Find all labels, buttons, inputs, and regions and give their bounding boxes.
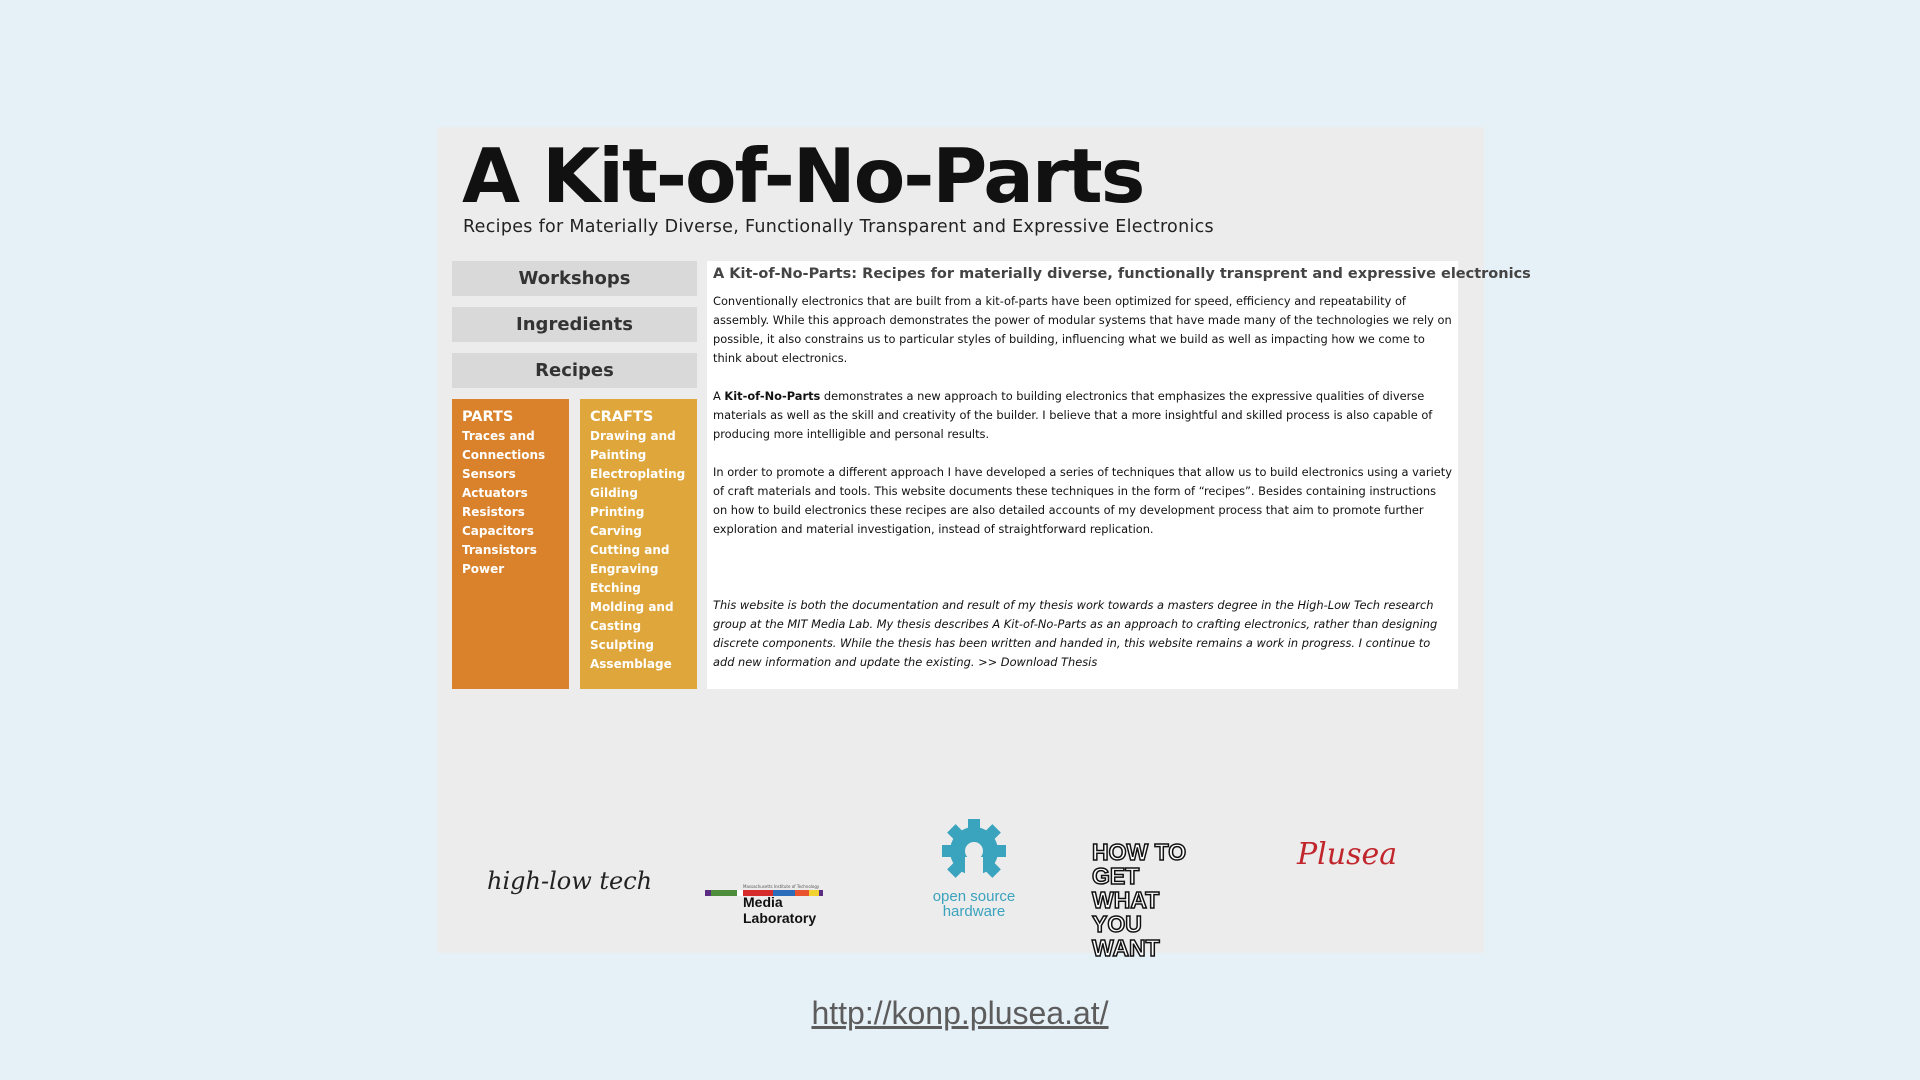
crafts-heading[interactable]: CRAFTS [590,409,654,425]
crafts-item-cutting[interactable]: Cutting and Engraving [590,543,670,576]
approach-prefix: A [713,389,725,403]
plusea-logo[interactable]: Plusea [1297,837,1398,872]
media-lab-text: Media Laboratory [743,894,817,926]
gear-icon [936,817,1012,885]
high-low-tech-logo[interactable]: high-low tech [487,867,653,895]
crafts-item-gilding[interactable]: Gilding [590,486,638,500]
recipes-paragraph: In order to promote a different approach I have developed a series of techniques that allow us to build electronics using a variety of craft materials and tools. This website documents these techniques in the form of “recipes”. Besides containing instructions on how to build electronics these recipes are also detailed accounts of my development process that aim to promote further exploration and material investigation, instead of straightforward replication. [713,465,1452,536]
content-panel [707,261,1531,689]
crafts-column [580,399,697,689]
crafts-item-sculpting[interactable]: Sculpting [590,638,654,652]
crafts-item-printing[interactable]: Printing [590,505,645,519]
thesis-note [713,596,1452,672]
content-heading: A Kit-of-No-Parts: Recipes for materially diverse, functionally transprent and expressive electronics [713,266,1531,282]
osh-line2: hardware [942,903,1006,920]
crafts-item-molding[interactable]: Molding and Casting [590,600,674,633]
crafts-item-assemblage[interactable]: Assemblage [590,657,672,671]
approach-paragraph [713,387,1452,444]
media-lab-logo[interactable] [705,884,855,926]
download-thesis-link[interactable]: >> Download Thesis [978,655,1098,669]
crafts-item-carving[interactable]: Carving [590,524,642,538]
parts-list [462,427,559,579]
crafts-item-electroplating[interactable]: Electroplating [590,467,686,481]
parts-item-resistors[interactable]: Resistors [462,505,525,519]
thesis-note-text: This website is both the documentation and result of my thesis work towards a masters degree in the High-Low Tech research group at the MIT Media Lab. My thesis describes A Kit-of-No-Parts as an approach to crafting electronics, rather than designing discrete components. While the thesis has been written and handed in, this website remains a work in progress. I continue to add new information and update the existing. [713,598,1438,669]
parts-heading[interactable]: PARTS [462,409,514,425]
parts-item-capacitors[interactable]: Capacitors [462,524,534,538]
site-subtitle: Recipes for Materially Diverse, Functionally Transparent and Expressive Electronics [463,217,1214,237]
parts-item-power[interactable]: Power [462,562,505,576]
htgwyw-line3: YOU WANT [1092,911,1160,961]
nav-ingredients-button[interactable]: Ingredients [452,307,697,342]
parts-item-traces[interactable]: Traces and Connections [462,429,546,462]
how-to-get-what-you-want-logo[interactable] [1092,840,1208,960]
approach-rest: demonstrates a new approach to building electronics that emphasizes the expressive qualities of diverse materials as well as the skill and creativity of the builder. I believe that a more insightful and skilled process is also capable of producing more intelligible and personal results. [713,389,1433,441]
htgwyw-line1: HOW TO [1092,839,1187,865]
site-url-link[interactable]: http://konp.plusea.at/ [811,995,1109,1031]
intro-paragraph: Conventionally electronics that are built from a kit-of-parts have been optimized for speed, efficiency and repeatability of assembly. While this approach demonstrates the power of modular systems that have made many of the technologies we rely on possible, it also constrains us to particular styles of building, influencing what we build as well as impacting how we come to think about electronics. [713,294,1452,365]
crafts-list [590,427,687,674]
crafts-item-drawing[interactable]: Drawing and Painting [590,429,676,462]
htgwyw-line2: GET WHAT [1092,863,1160,913]
parts-item-transistors[interactable]: Transistors [462,543,537,557]
site-title: A Kit-of-No-Parts [462,132,1144,220]
osh-line1: open source [932,888,1016,905]
approach-bold: Kit-of-No-Parts [724,389,821,403]
website-screenshot [437,127,1531,961]
crafts-item-etching[interactable]: Etching [590,581,641,595]
open-source-hardware-logo[interactable] [924,817,1024,919]
nav-workshops-button[interactable]: Workshops [452,261,697,296]
media-lab-small-text: Massachusetts Institute of Technology [743,884,820,889]
parts-column [452,399,569,689]
parts-item-actuators[interactable]: Actuators [462,486,528,500]
parts-item-sensors[interactable]: Sensors [462,467,516,481]
nav-recipes-button[interactable]: Recipes [452,353,697,388]
